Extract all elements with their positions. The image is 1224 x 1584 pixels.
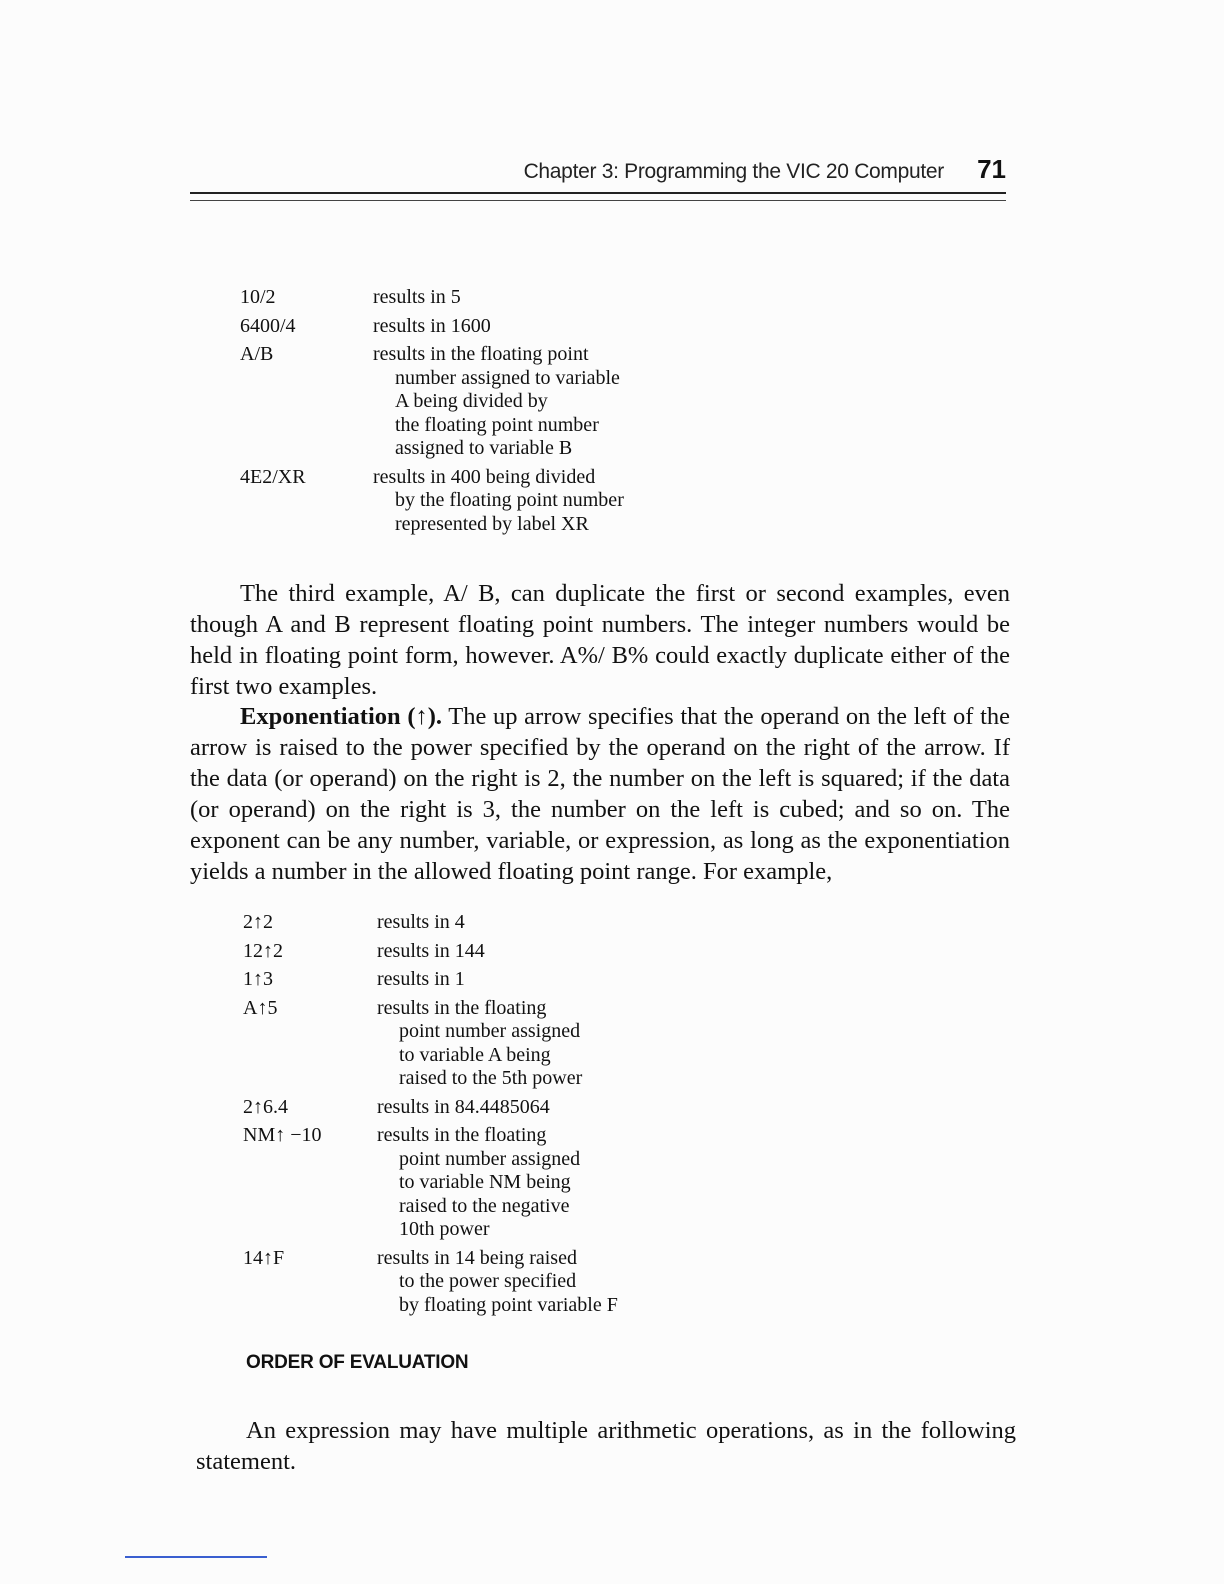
- example-result: [377, 1247, 703, 1318]
- exponent-examples: [243, 911, 703, 1322]
- example-result-line: to variable A being: [399, 1043, 551, 1066]
- example-result-line: to variable NM being: [399, 1171, 571, 1193]
- example-result: [373, 466, 700, 537]
- example-result-line: results in 1600: [373, 314, 491, 337]
- paragraph-division-note: The third example, A/ B, can duplicate the first or second examples, even though A and B represent floating point numbers. The integer numbers would be held in floating point form, however. A%/ B% could exactly duplicate either of the first two examples.: [190, 579, 1010, 700]
- example-expression: 10/2: [240, 286, 276, 308]
- exponentiation-lead: Exponentiation (↑).: [240, 702, 443, 730]
- example-row: [240, 466, 700, 537]
- example-result: [373, 286, 700, 310]
- example-result-line: assigned to variable B: [395, 437, 573, 459]
- example-result: [377, 1096, 703, 1120]
- page-number: 71: [977, 154, 1006, 184]
- example-result-line: results in 4: [377, 911, 465, 933]
- footer-mark: [125, 1556, 267, 1558]
- example-row: [240, 286, 700, 310]
- example-result-line: 10th power: [399, 1218, 490, 1240]
- example-result-line: results in 14 being raised: [377, 1246, 577, 1269]
- example-result-line: by the floating point number: [395, 489, 624, 511]
- division-examples: [240, 286, 700, 541]
- example-result-line: raised to the 5th power: [399, 1067, 583, 1089]
- example-result-line: results in the floating point: [373, 343, 589, 365]
- example-result: [377, 1124, 703, 1242]
- example-result-line: point number assigned: [399, 1147, 581, 1170]
- example-result: [377, 940, 703, 964]
- example-result-line: point number assigned: [399, 1020, 581, 1042]
- example-expression: 12↑2: [243, 939, 283, 962]
- running-header: [190, 150, 1006, 190]
- example-result: [373, 315, 700, 339]
- paragraph-order-of-evaluation: An expression may have multiple arithmetic operations, as in the following statement.: [196, 1416, 1016, 1475]
- example-result-line: results in 84.4485064: [377, 1095, 550, 1118]
- example-row: [240, 343, 700, 461]
- example-row: [243, 1096, 703, 1120]
- example-row: [243, 911, 703, 935]
- example-expression: 1↑3: [243, 968, 273, 990]
- example-result-line: to the power specified: [399, 1270, 577, 1292]
- example-row: [243, 968, 703, 992]
- example-expression: A↑5: [243, 996, 278, 1019]
- example-row: [243, 997, 703, 1091]
- example-result-line: number assigned to variable: [395, 366, 620, 389]
- section-heading: ORDER OF EVALUATION: [246, 1352, 469, 1373]
- example-expression: 4E2/XR: [240, 465, 306, 488]
- example-expression: A/B: [240, 343, 274, 365]
- example-result: [377, 911, 703, 935]
- example-row: [243, 1247, 703, 1318]
- example-row: [240, 315, 700, 339]
- example-result-line: represented by label XR: [395, 512, 589, 535]
- example-result-line: A being divided by: [395, 390, 548, 412]
- example-expression: 2↑2: [243, 911, 273, 933]
- example-expression: 6400/4: [240, 314, 296, 337]
- paragraph-exponentiation: [190, 701, 1010, 887]
- example-result-line: results in the floating: [377, 1124, 547, 1146]
- header-rule-thick: [190, 192, 1006, 194]
- example-expression: 14↑F: [243, 1246, 285, 1269]
- example-result: [377, 997, 703, 1091]
- example-expression: 2↑6.4: [243, 1095, 288, 1118]
- exponentiation-text: The up arrow specifies that the operand on the left of the arrow is raised to the power specified by the operand on the right of the arrow. If the data (or operand) on the right is 2, the number on the left is squared; if the data (or operand) on the right is 3, the number on the left is cubed; and so on. The exponent can be any number, variable, or expression, as long as the exponentiation yields a number in the allowed floating point range. For example,: [190, 702, 1010, 885]
- example-result-line: results in 144: [377, 939, 485, 962]
- example-result-line: results in the floating: [377, 996, 547, 1019]
- example-result: [377, 968, 703, 992]
- example-result-line: the floating point number: [395, 413, 599, 436]
- example-result-line: results in 400 being divided: [373, 465, 596, 488]
- example-result-line: by floating point variable F: [399, 1293, 618, 1316]
- example-expression: NM↑ −10: [243, 1124, 322, 1146]
- example-result-line: results in 5: [373, 286, 461, 308]
- header-rule-thin: [190, 200, 1006, 201]
- example-result-line: raised to the negative: [399, 1194, 570, 1217]
- example-result-line: results in 1: [377, 968, 465, 990]
- example-result: [373, 343, 700, 461]
- example-row: [243, 1124, 703, 1242]
- example-row: [243, 940, 703, 964]
- chapter-title: Chapter 3: Programming the VIC 20 Computer: [523, 160, 944, 183]
